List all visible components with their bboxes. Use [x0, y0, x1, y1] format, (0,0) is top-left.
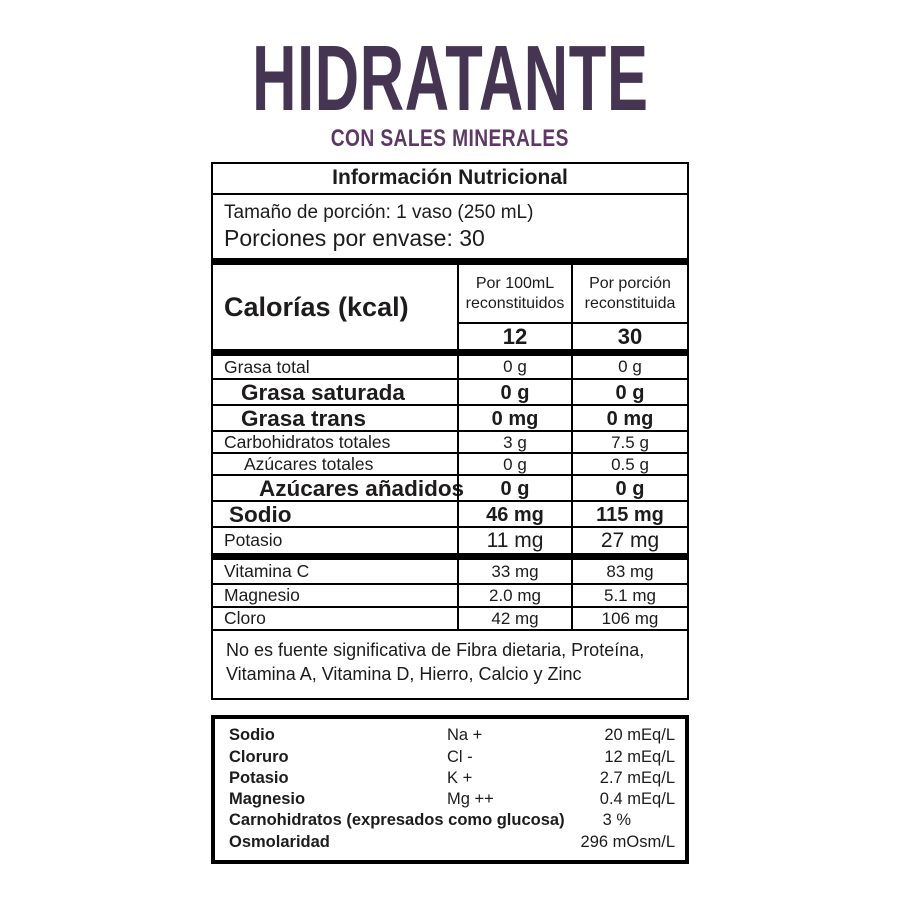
electrolyte-label: Carnohidratos (expresados como glucosa)	[229, 811, 565, 830]
nutrient-row	[213, 606, 687, 629]
value-per-100ml: 11 mg	[457, 528, 571, 553]
electrolyte-value: 2.7 mEq/L	[599, 768, 675, 787]
value-per-portion: 0 g	[571, 356, 687, 378]
value-per-portion: 7.5 g	[571, 432, 687, 453]
col-header-per-portion: Por porción reconstituida	[571, 265, 687, 322]
value-per-100ml: 33 mg	[457, 560, 571, 583]
col-header-per-100ml: Por 100mL reconstituidos	[457, 265, 571, 322]
value-per-portion: 5.1 mg	[571, 585, 687, 606]
thick-divider	[213, 349, 687, 356]
nutrient-label: Grasa saturada	[241, 380, 405, 406]
electrolyte-value: 12 mEq/L	[604, 747, 675, 766]
electrolyte-value: 296 mOsm/L	[580, 832, 675, 851]
footnote	[213, 629, 687, 698]
electrolyte-row	[229, 789, 675, 810]
nutrient-rows	[213, 356, 687, 553]
value-per-portion: 27 mg	[571, 528, 687, 553]
calories-label: Calorías (kcal)	[224, 291, 409, 322]
ion-symbol: Na +	[447, 726, 483, 745]
nutrient-label: Sodio	[229, 502, 292, 528]
value-per-100ml: 0 mg	[457, 406, 571, 432]
nutrient-row	[213, 474, 687, 500]
electrolyte-value: 0.4 mEq/L	[599, 790, 675, 809]
nutrient-label: Carbohidratos totales	[224, 432, 391, 453]
electrolyte-label: Cloruro	[229, 747, 289, 766]
electrolyte-value: 20 mEq/L	[604, 726, 675, 745]
electrolyte-row	[229, 832, 675, 853]
ion-symbol: Mg ++	[447, 790, 494, 809]
value-per-portion: 0 g	[571, 476, 687, 502]
nutrient-row	[213, 404, 687, 430]
nutrient-label: Magnesio	[224, 585, 300, 606]
servings-per-container: Porciones por envase: 30	[224, 225, 485, 252]
ion-symbol: K +	[447, 768, 473, 787]
nutrient-row	[213, 583, 687, 606]
product-subtitle: CON SALES MINERALES	[330, 125, 570, 153]
calories-value-per-portion: 30	[571, 322, 687, 349]
nutrient-row	[213, 560, 687, 583]
ion-symbol: Cl -	[447, 747, 473, 766]
serving-info	[213, 195, 687, 258]
calories-section	[213, 265, 687, 349]
nutrient-label: Azúcares añadidos	[259, 476, 465, 502]
value-per-portion: 0.5 g	[571, 454, 687, 475]
electrolyte-label: Magnesio	[229, 790, 306, 809]
electrolyte-row	[229, 768, 675, 789]
micronutrient-rows	[213, 560, 687, 629]
electrolyte-row	[229, 747, 675, 768]
electrolyte-row	[229, 810, 675, 831]
calories-value-per-100ml: 12	[457, 322, 571, 349]
value-per-100ml: 0 g	[457, 356, 571, 378]
electrolyte-row	[229, 725, 675, 746]
nutrient-row	[213, 356, 687, 378]
electrolyte-value: 3 %	[602, 811, 631, 830]
thick-divider	[213, 553, 687, 560]
nutrient-label: Potasio	[224, 530, 283, 551]
nutrient-label: Grasa trans	[241, 406, 367, 432]
electrolyte-label: Osmolaridad	[229, 832, 330, 851]
value-per-portion: 83 mg	[571, 560, 687, 583]
table-title: Información Nutricional	[213, 164, 687, 195]
brand-header	[0, 0, 900, 153]
value-per-100ml: 0 g	[457, 454, 571, 475]
electrolyte-label: Sodio	[229, 726, 275, 745]
thick-divider	[213, 258, 687, 265]
nutrition-facts-table	[211, 162, 689, 700]
value-per-100ml: 46 mg	[457, 502, 571, 528]
nutrient-row	[213, 526, 687, 553]
nutrient-label: Cloro	[224, 608, 266, 629]
value-per-100ml: 42 mg	[457, 608, 571, 629]
value-per-portion: 106 mg	[571, 608, 687, 629]
electrolyte-label: Potasio	[229, 768, 289, 787]
value-per-portion: 0 mg	[571, 406, 687, 432]
nutrient-row	[213, 378, 687, 404]
nutrient-row	[213, 452, 687, 474]
serving-size: Tamaño de porción: 1 vaso (250 mL)	[224, 202, 534, 224]
nutrient-row	[213, 500, 687, 526]
footnote-line: Vitamina A, Vitamina D, Hierro, Calcio y Zinc	[226, 664, 582, 685]
value-per-portion: 115 mg	[571, 502, 687, 528]
value-per-100ml: 3 g	[457, 432, 571, 453]
nutrient-label: Vitamina C	[224, 561, 310, 582]
value-per-100ml: 0 g	[457, 380, 571, 406]
nutrient-label: Azúcares totales	[244, 454, 374, 475]
value-per-portion: 0 g	[571, 380, 687, 406]
product-title: HIDRATANTE	[251, 26, 649, 130]
value-per-100ml: 2.0 mg	[457, 585, 571, 606]
electrolytes-table	[211, 715, 689, 864]
nutrient-row	[213, 430, 687, 452]
value-per-100ml: 0 g	[457, 476, 571, 502]
nutrient-label: Grasa total	[224, 356, 310, 377]
footnote-line: No es fuente significativa de Fibra dietaria, Proteína,	[226, 640, 645, 661]
